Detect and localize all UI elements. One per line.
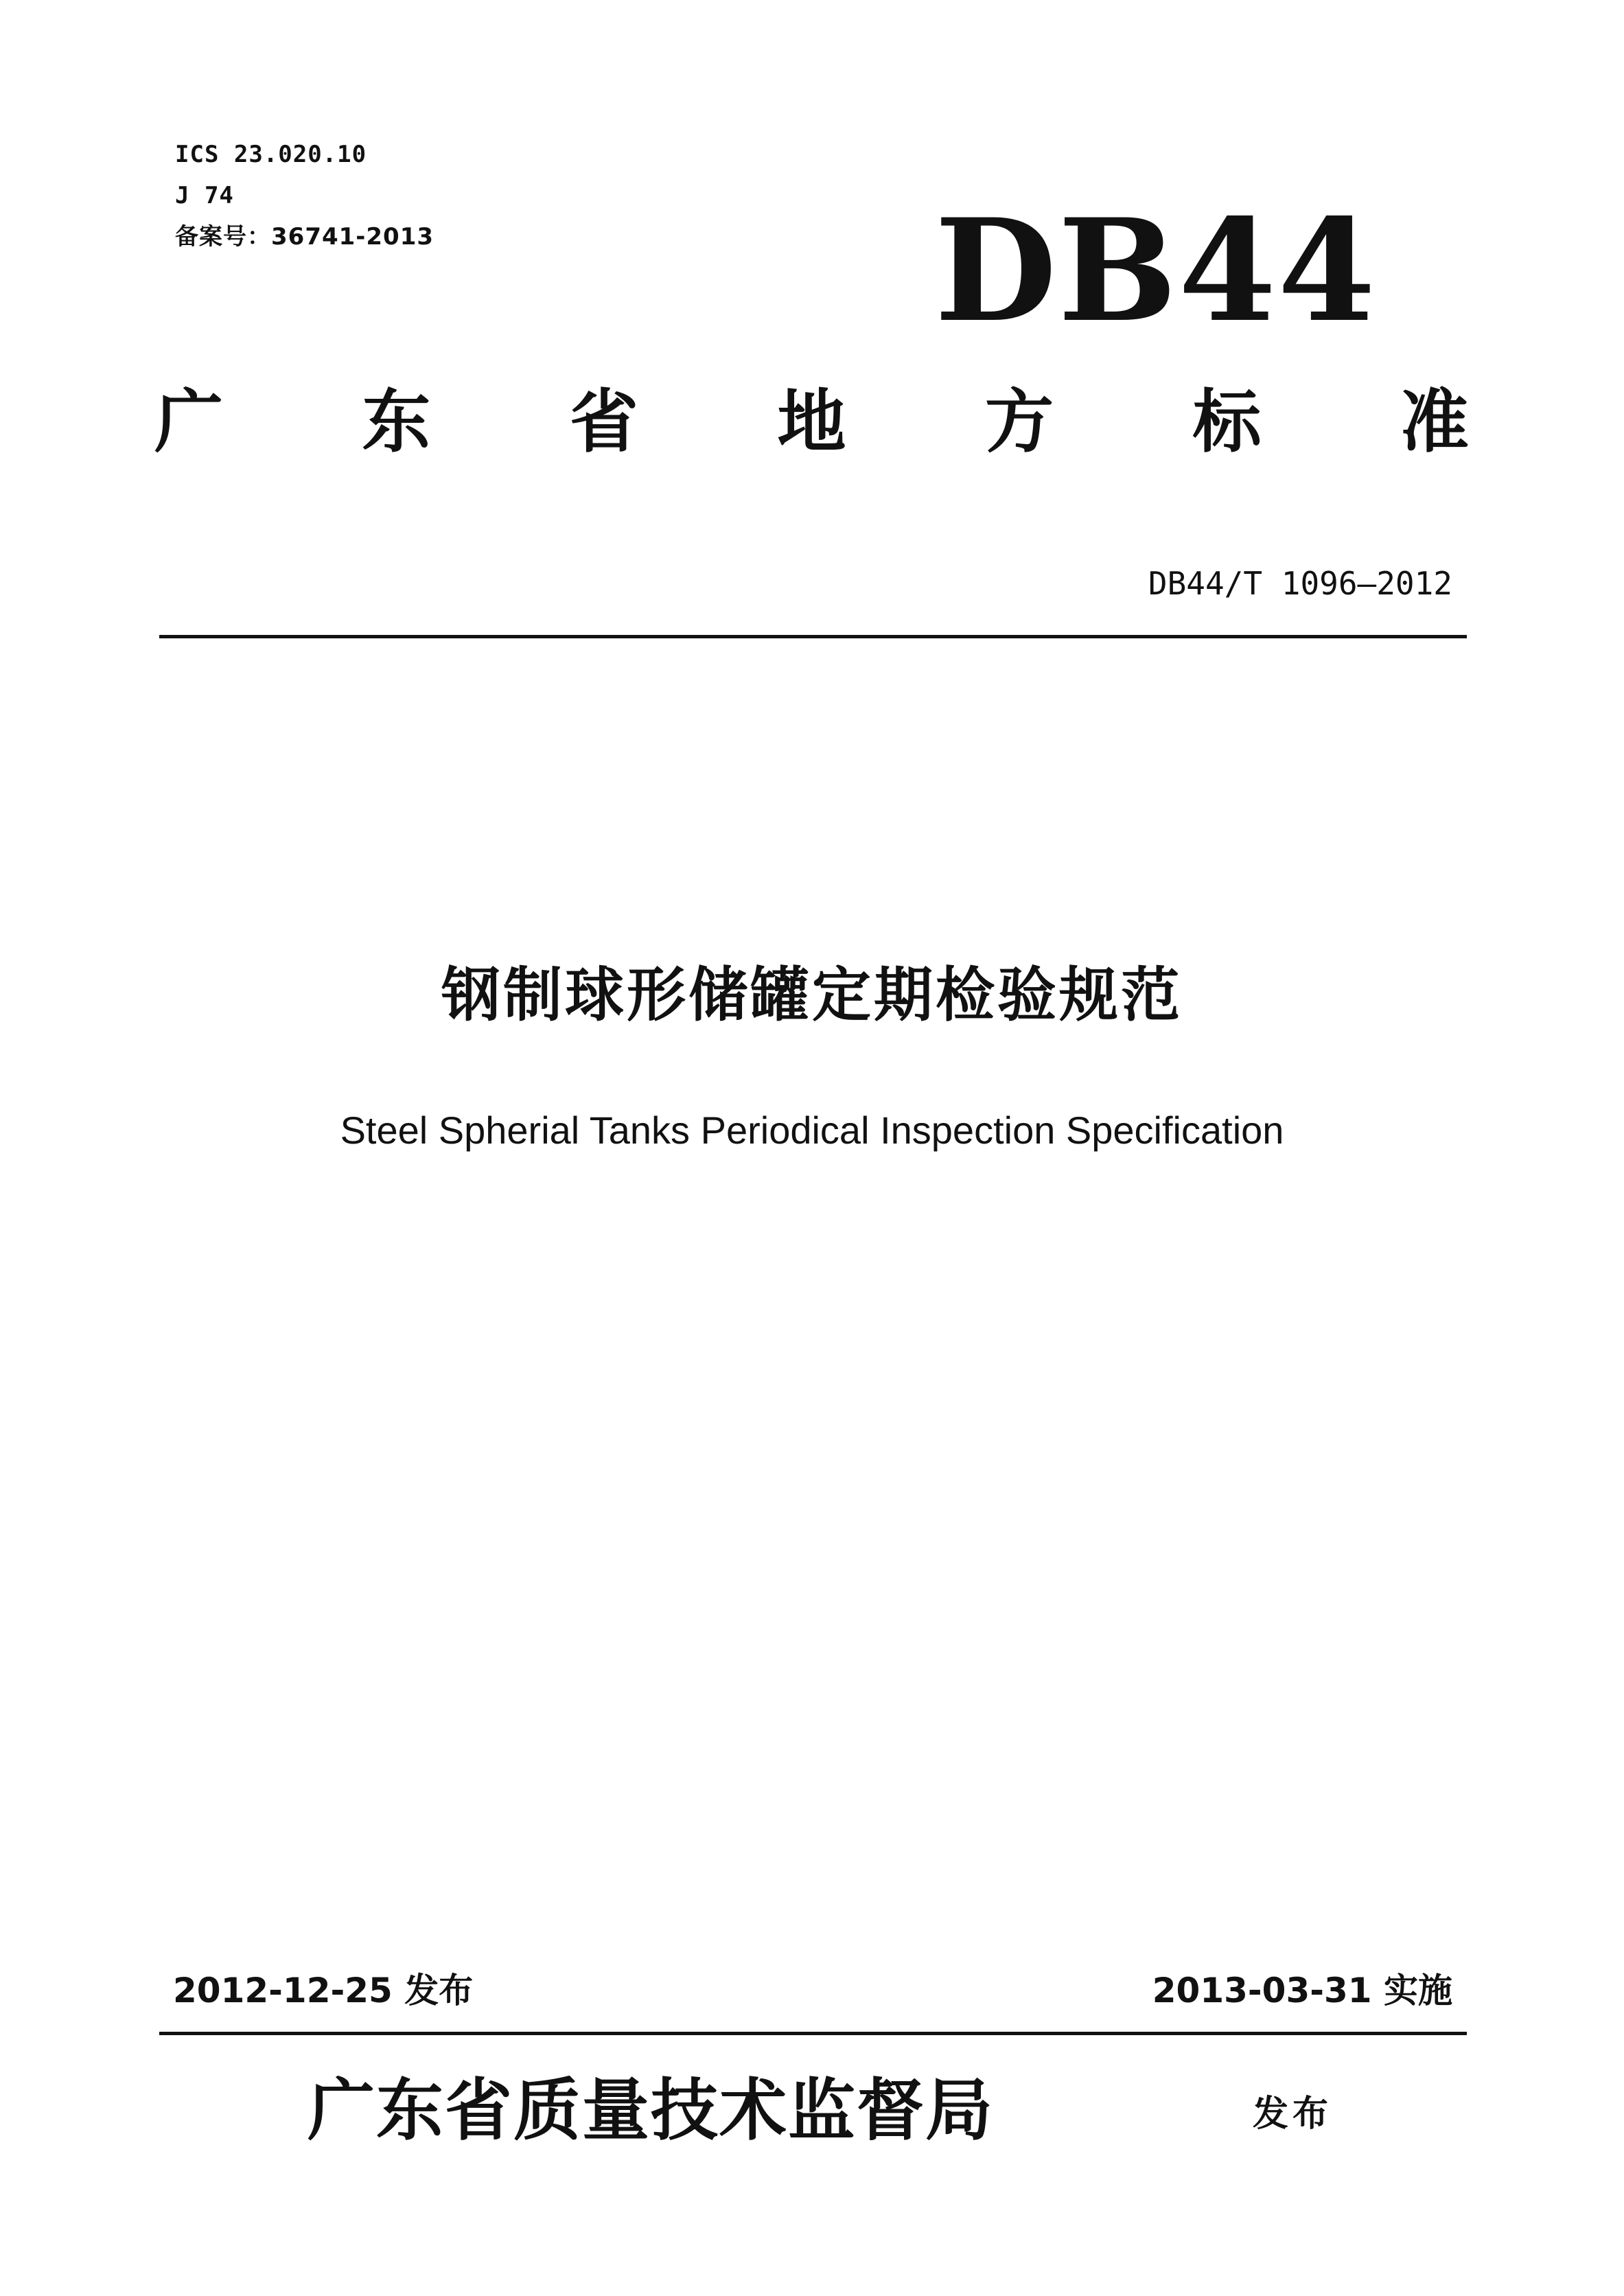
standard-type-char: 准 — [1400, 382, 1469, 462]
standard-type-char: 标 — [1192, 382, 1262, 462]
release-date: 2012-12-25 发布 — [173, 1971, 474, 2010]
effective-date: 2013-03-31 实施 — [1152, 1971, 1452, 2010]
standard-type-heading — [154, 384, 1469, 460]
bottom-divider — [159, 2032, 1467, 2035]
standard-type-char: 东 — [362, 382, 431, 462]
filing-number: 备案号：36741-2013 — [175, 223, 434, 251]
issuer-name: 广东省质量技术监督局 — [308, 2071, 995, 2150]
ccs-code: J 74 — [175, 182, 234, 209]
top-divider — [159, 635, 1467, 638]
standard-type-char: 地 — [777, 382, 846, 462]
ics-code: ICS 23.020.10 — [175, 141, 367, 168]
issuer-suffix: 发布 — [1253, 2094, 1333, 2135]
standard-type-char: 方 — [985, 382, 1054, 462]
standard-type-char: 省 — [570, 382, 638, 462]
standard-type-char: 广 — [154, 382, 223, 462]
title-chinese: 钢制球形储罐定期检验规范 — [441, 961, 1183, 1030]
title-english: Steel Spherial Tanks Periodical Inspection Specification — [340, 1109, 1284, 1152]
standard-number: DB44/T 1096—2012 — [1148, 565, 1452, 602]
db44-logo: DB44 — [934, 189, 1377, 353]
